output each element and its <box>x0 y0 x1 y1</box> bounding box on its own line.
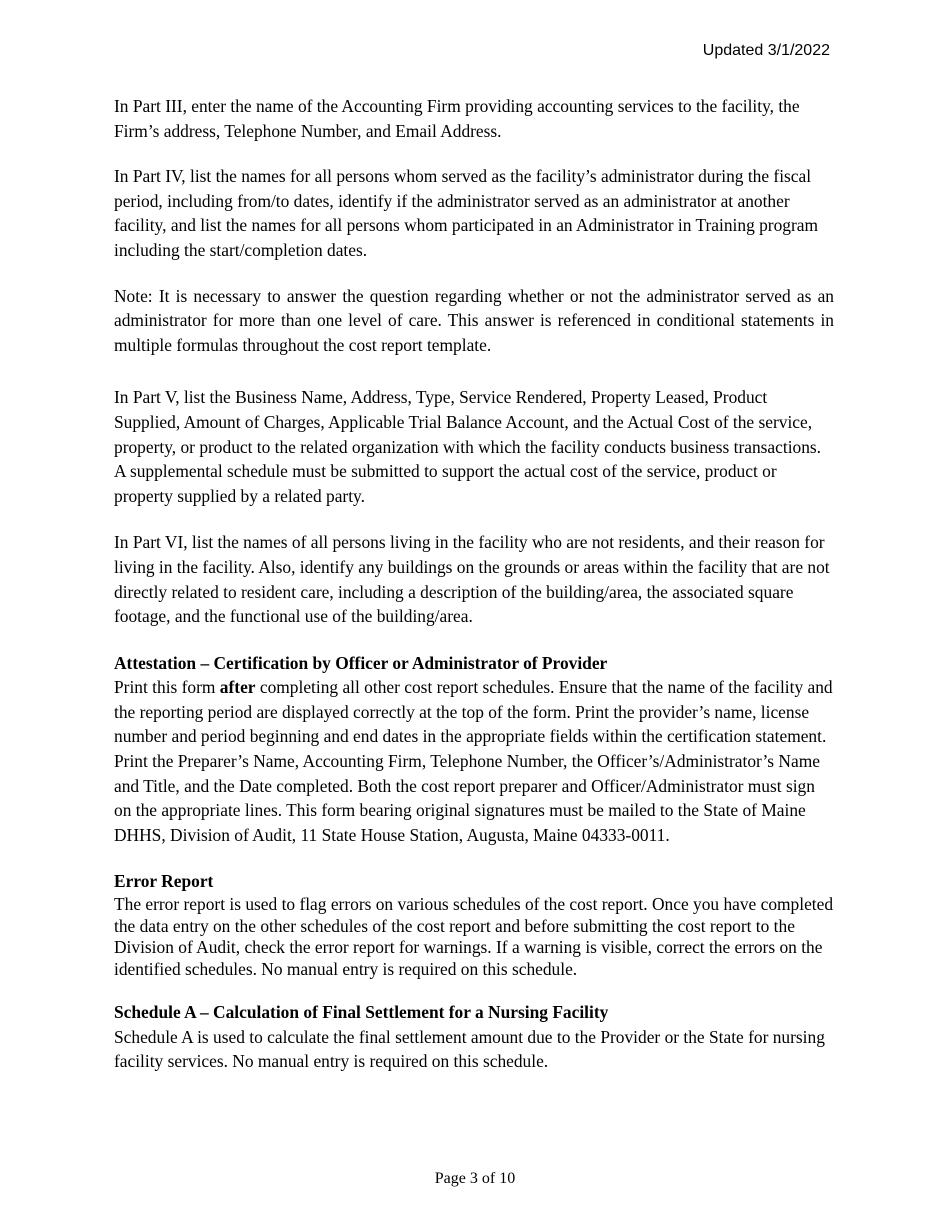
schedule-a-heading: Schedule A – Calculation of Final Settlement for a Nursing Facility <box>114 1002 609 1023</box>
attestation-heading: Attestation – Certification by Officer or Administrator of Provider <box>114 652 608 673</box>
error-report-paragraph: The error report is used to flag errors on various schedules of the cost report. Once you have completed the data entry on the other schedules of the cost report and before submitting the cost report to the Division of Audit, check the error report for warnings. If a warning is visible, correct the errors on the identified schedules. No manual entry is required on this schedule. <box>114 894 834 979</box>
note-paragraph: Note: It is necessary to answer the question regarding whether or not the administrator served as an administrator for more than one level of care. This answer is referenced in conditional statements in multiple formulas throughout the cost report template. <box>114 285 834 355</box>
part-4-paragraph: In Part IV, list the names for all persons whom served as the facility’s administrator during the fiscal period, including from/to dates, identify if the administrator served as an administrator at another facility, and list the names for all persons whom participated in an Administrator in Training program including the start/completion dates. <box>114 166 819 260</box>
updated-date: Updated 3/1/2022 <box>702 42 830 59</box>
attestation-text-after: completing all other cost report schedules. Ensure that the name of the facility and the reporting period are displayed correctly at the top of the form. Print the provider’s name, license number and period beginning and end dates in the appropriate fields within the certification statement. Print the Preparer’s Name, Accounting Firm, Telephone Number, the Officer’s/Administrator’s Name and Title, and the Date completed. Both the cost report preparer and Officer/Administrator must sign on the appropriate lines. This form bearing original signatures must be mailed to the State of Maine DHHS, Division of Audit, 11 State House Station, Augusta, Maine 04333-0011. <box>114 677 833 845</box>
attestation-paragraph <box>114 675 834 847</box>
attestation-text-bold: after <box>219 677 256 698</box>
document-body <box>114 94 834 1074</box>
page-number: Page 3 of 10 <box>434 1170 516 1187</box>
part-6-paragraph: In Part VI, list the names of all persons living in the facility who are not residents, and their reason for living in the facility. Also, identify any buildings on the grounds or areas within the facility that are not directly related to resident care, including a description of the building/area, the associated square footage, and the functional use of the building/area. <box>114 532 830 627</box>
part-3-paragraph: In Part III, enter the name of the Accounting Firm providing accounting services to the facility, the Firm’s address, Telephone Number, and Email Address. <box>114 96 800 141</box>
schedule-a-paragraph: Schedule A is used to calculate the final settlement amount due to the Provider or the State for nursing facility services. No manual entry is required on this schedule. <box>114 1026 825 1072</box>
part-5-paragraph: In Part V, list the Business Name, Address, Type, Service Rendered, Property Leased, Product Supplied, Amount of Charges, Applicable Trial Balance Account, and the Actual Cost of the service, property, or product to the related organization with which the facility conducts business transactions. A supplemental schedule must be submitted to support the actual cost of the service, product or property supplied by a related party. <box>114 387 822 506</box>
attestation-text-before: Print this form <box>114 677 220 698</box>
error-report-heading: Error Report <box>114 871 214 892</box>
